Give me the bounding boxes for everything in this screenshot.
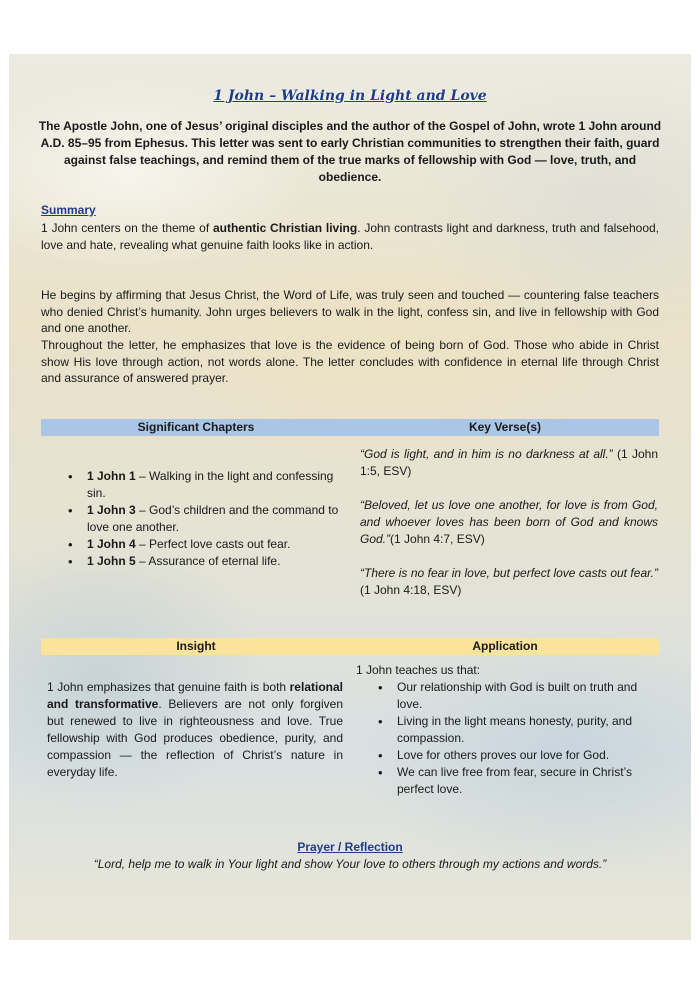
insight-table-header <box>41 638 659 655</box>
significant-chapters-header: Significant Chapters <box>137 420 255 434</box>
document-title: 1 John – Walking in Light and Love <box>213 88 487 104</box>
summary-heading: Summary <box>41 203 96 217</box>
key-verses <box>360 446 658 616</box>
list-item: • Love for others proves our love for God. <box>371 747 657 764</box>
summary-paragraph-3: Throughout the letter, he emphasizes that love is the evidence of being born of God. Those who abide in Christ show His love through action, not words alone. The letter concludes with confidence in eternal life through Christ and assurance of answered prayer. <box>41 338 659 385</box>
prayer-text: “Lord, help me to walk in Your light and show Your love to others through my actions and words.” <box>93 857 607 871</box>
emphasis-text: authentic Christian living <box>212 221 358 235</box>
list-item: • 1 John 5 – Assurance of eternal life. <box>61 553 355 570</box>
list-item: • Living in the light means honesty, purity, and compassion. <box>371 713 657 747</box>
list-item: • 1 John 4 – Perfect love casts out fear. <box>61 536 355 553</box>
intro-paragraph: The Apostle John, one of Jesus’ original disciples and the author of the Gospel of John, wrote 1 John around A.D. 85–95 from Ephesus. This letter was sent to early Christian communities to strengthen their faith, guard against false teachings, and remind them of the true marks of fellowship with God — love, truth, and obedience. <box>38 119 662 184</box>
key-verse: “God is light, and in him is no darkness at all.” (1 John 1:5, ESV) <box>360 447 659 478</box>
list-item: • 1 John 3 – God’s children and the command to love one another. <box>61 502 355 536</box>
application-intro: 1 John teaches us that: <box>356 663 481 677</box>
list-item: • We can live free from fear, secure in Christ’s perfect love. <box>371 764 657 798</box>
prayer-heading: Prayer / Reflection <box>297 840 403 854</box>
chapters-table-header <box>41 419 659 436</box>
key-verse: “There is no fear in love, but perfect love casts out fear.” (1 John 4:18, ESV) <box>360 566 658 597</box>
application-header: Application <box>472 639 538 653</box>
application-list <box>371 679 657 798</box>
list-item: • Our relationship with God is built on truth and love. <box>371 679 657 713</box>
key-verse: “Beloved, let us love one another, for love is from God, and whoever loves has been born of God and knows God.”(1 John 4:7, ESV) <box>360 498 658 546</box>
chapters-list <box>61 468 355 570</box>
summary-paragraph-1: 1 John centers on the theme of authentic Christian living. John contrasts light and darkness, truth and falsehood, love and hate, revealing what genuine faith looks like in action. <box>41 221 659 252</box>
insight-header: Insight <box>176 639 216 653</box>
summary-paragraph-2: He begins by affirming that Jesus Christ, the Word of Life, was truly seen and touched — countering false teachers who denied Christ’s humanity. John urges believers to walk in the light, confess sin, and live in fellowship with God and one another. <box>41 288 659 335</box>
emphasis-text: relational and transformative <box>47 680 343 711</box>
key-verses-header: Key Verse(s) <box>468 420 542 434</box>
document-page <box>9 54 691 940</box>
insight-paragraph: 1 John emphasizes that genuine faith is both relational and transformative. Believers are not only forgiven but renewed to live in righteousness and love. True fellowship with God produces obedience, purity, and compassion — the reflection of Christ’s nature in everyday life. <box>47 680 343 779</box>
list-item: • 1 John 1 – Walking in the light and confessing sin. <box>61 468 355 502</box>
